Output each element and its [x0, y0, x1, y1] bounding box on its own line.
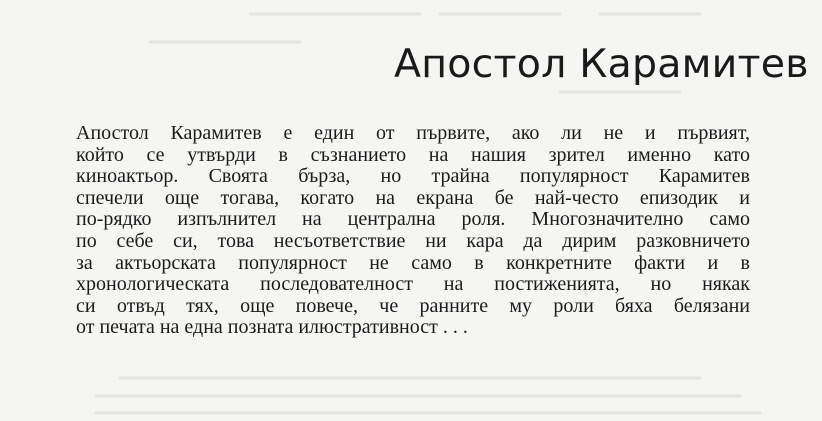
text-line: Апостол Карамитев е един от първите, ако ли не и първият, [76, 122, 750, 144]
text-line: си отвъд тях, още повече, че ранните му роли бяха белязани [76, 294, 750, 317]
text-line: за актьорската популярност не само в конкретните факти и в [76, 251, 750, 274]
page-title: Апостол Карамитев [394, 41, 809, 87]
text-line: спечели още тогава, когато на екрана бе най-често епизодик и [76, 186, 750, 209]
body-paragraph [76, 123, 750, 339]
text-line: по себе си, това несъответствие ни кара да дирим разковничето [76, 229, 750, 252]
text-line: който се утвърди в съзнанието на нашия зрител именно като [76, 143, 750, 166]
text-line: хронологическата последователност на постиженията, но някак [76, 273, 750, 296]
text-line: киноактьор. Своята бърза, но трайна популярност Карамитев [76, 165, 750, 188]
text-line: от печата на една позната илюстративност . . . [76, 316, 468, 339]
text-line: по-рядко изпълнител на централна роля. Многозначително само [76, 208, 750, 231]
